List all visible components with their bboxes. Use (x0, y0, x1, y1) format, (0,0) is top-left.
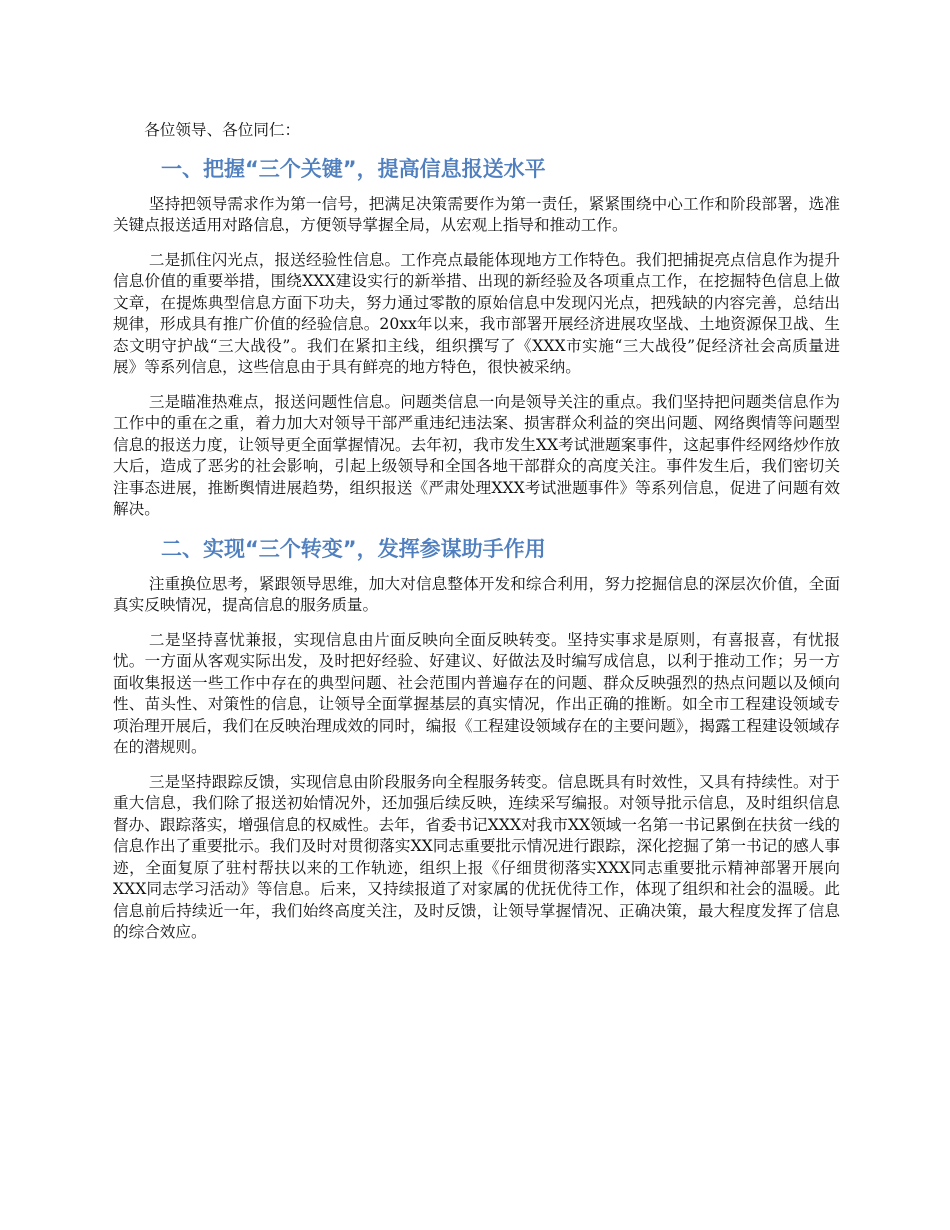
section-heading-1: 一、把握“三个关键”，提高信息报送水平 (161, 156, 546, 181)
document-body (113, 120, 840, 957)
section-heading-2: 二、实现“三个转变”，发挥参谋助手作用 (161, 536, 546, 561)
paragraph: 三是瞄准热难点，报送问题性信息。问题类信息一向是领导关注的重点。我们坚持把问题类信息作为工作中的重在之重，着力加大对领导干部严重违纪违法案、损害群众利益的突出问题、网络舆情等问题型信息的报送力度，让领导更全面掌握情况。去年初，我市发生XX考试泄题案事件，这起事件经网络炒作放大后，造成了恶劣的社会影响，引起上级领导和全国各地干部群众的高度关注。事件发生后，我们密切关注事态进展，推断舆情进展趋势，组织报送《严肃处理XXX考试泄题事件》等系列信息，促进了问题有效解决。 (113, 392, 840, 518)
section-2 (113, 534, 840, 944)
paragraph: 三是坚持跟踪反馈，实现信息由阶段服务向全程服务转变。信息既具有时效性，又具有持续性。对于重大信息，我们除了报送初始情况外，还加强后续反映，连续采写编报。对领导批示信息，及时组织信息督办、跟踪落实，增强信息的权威性。去年，省委书记XXX对我市XX领域一名第一书记累倒在扶贫一线的信息作出了重要批示。我们及时对贯彻落实XX同志重要批示情况进行跟踪，深化挖掘了第一书记的感人事迹，全面复原了驻村帮扶以来的工作轨迹，组织上报《仔细贯彻落实XXX同志重要批示精神部署开展向XXX同志学习活动》等信息。后来，又持续报道了对家属的优抚优待工作，体现了组织和社会的温暖。此信息前后持续近一年，我们始终高度关注，及时反馈，让领导掌握情况、正确决策，最大程度发挥了信息的综合效应。 (113, 772, 840, 941)
section-1 (113, 154, 840, 521)
paragraph: 注重换位思考，紧跟领导思维，加大对信息整体开发和综合利用，努力挖掘信息的深层次价值，全面真实反映情况，提高信息的服务质量。 (113, 574, 840, 614)
paragraph: 二是坚持喜忧兼报，实现信息由片面反映向全面反映转变。坚持实事求是原则，有喜报喜，有忧报忧。一方面从客观实际出发，及时把好经验、好建议、好做法及时编写成信息，以利于推动工作；另一方面收集报送一些工作中存在的典型问题、社会范围内普遍存在的问题、群众反映强烈的热点问题以及倾向性、苗头性、对策性的信息，让领导全面掌握基层的真实情况，作出正确的推断。如全市工程建设领域专项治理开展后，我们在反映治理成效的同时，编报《工程建设领域存在的主要问题》，揭露工程建设领域存在的潜规则。 (113, 630, 840, 756)
paragraph: 坚持把领导需求作为第一信号，把满足决策需要作为第一责任，紧紧围绕中心工作和阶段部署，选准关键点报送适用对路信息，方便领导掌握全局，从宏观上指导和推动工作。 (113, 194, 840, 234)
greeting-line: 各位领导、各位同仁： (144, 121, 301, 139)
paragraph: 二是抓住闪光点，报送经验性信息。工作亮点最能体现地方工作特色。我们把捕捉亮点信息作为提升信息价值的重要举措，围绕XXX建设实行的新举措、出现的新经验及各项重点工作，在挖掘特色信息上做文章，在提炼典型信息方面下功夫，努力通过零散的原始信息中发现闪光点，把残缺的内容完善，总结出规律，形成具有推广价值的经验信息。20xx年以来，我市部署开展经济进展攻坚战、土地资源保卫战、生态文明守护战“三大战役”。我们在紧扣主线，组织撰写了《XXX市实施“三大战役”促经济社会高质量进展》等系列信息，这些信息由于具有鲜亮的地方特色，很快被采纳。 (113, 250, 840, 376)
